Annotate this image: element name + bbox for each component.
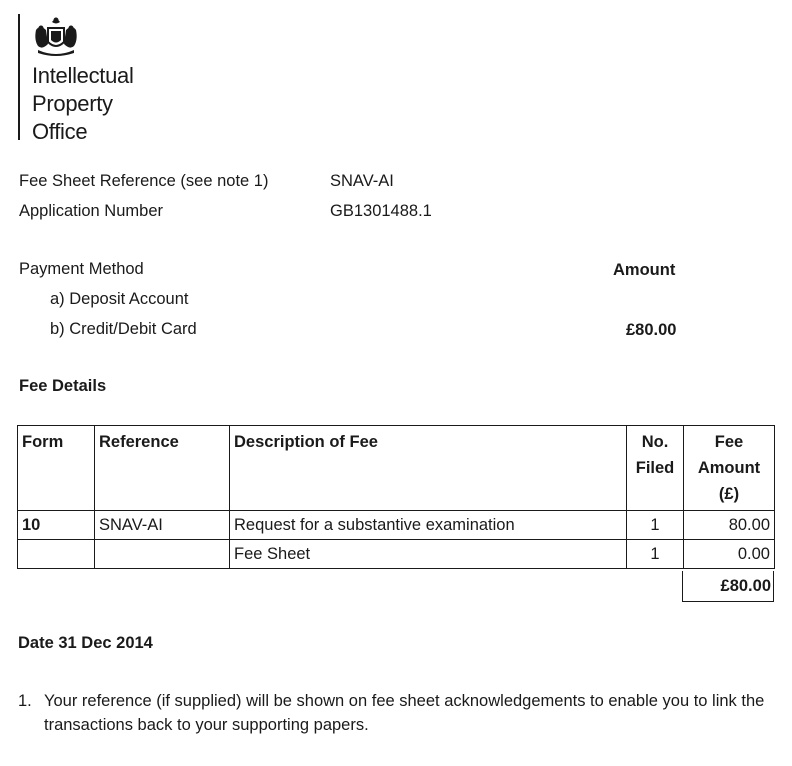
fee-sheet-reference-value: SNAV-AI (330, 172, 394, 190)
payment-method-label: Payment Method (19, 260, 144, 278)
row-1-form: 10 (18, 511, 95, 540)
org-name-line-3: Office (32, 119, 88, 144)
fee-total: £80.00 (682, 571, 774, 602)
header-no-filed-line-1: No. (641, 433, 669, 451)
fee-sheet-reference-label: Fee Sheet Reference (see note 1) (19, 172, 269, 190)
row-1-description: Request for a substantive examination (230, 511, 627, 540)
note-1 (18, 689, 778, 737)
card-amount: £80.00 (626, 321, 677, 339)
header-reference: Reference (95, 426, 230, 511)
fee-details-table (17, 425, 775, 569)
note-1-text: Your reference (if supplied) will be shown on fee sheet acknowledgements to enable you to link the transactions back to your supporting papers. (44, 692, 765, 734)
row-2-description: Fee Sheet (230, 540, 627, 569)
fee-details-title: Fee Details (19, 377, 107, 395)
header-form: Form (18, 426, 95, 511)
header-fee-amount-line-3: (£) (718, 485, 740, 503)
header-no-filed-line-2: Filed (635, 459, 675, 477)
row-2-no-filed: 1 (627, 540, 684, 569)
org-name (32, 62, 134, 146)
table-row (18, 540, 775, 569)
table-row (18, 511, 775, 540)
date-line: Date 31 Dec 2014 (18, 634, 153, 652)
table-header-row (18, 426, 775, 511)
royal-crest-icon (32, 16, 80, 56)
payment-option-deposit: a) Deposit Account (50, 290, 189, 308)
note-1-number: 1. (18, 692, 32, 710)
row-2-reference (95, 540, 230, 569)
application-number-value: GB1301488.1 (330, 202, 432, 220)
header-no-filed (627, 426, 684, 511)
payment-option-card: b) Credit/Debit Card (50, 320, 197, 338)
header-fee-amount (684, 426, 775, 511)
header-fee-amount-line-1: Fee (714, 433, 744, 451)
org-name-line-1: Intellectual (32, 63, 134, 88)
row-1-amount: 80.00 (684, 511, 775, 540)
amount-label: Amount (613, 261, 676, 279)
header-description: Description of Fee (230, 426, 627, 511)
application-number-label: Application Number (19, 202, 163, 220)
org-name-line-2: Property (32, 91, 113, 116)
ipo-logo (18, 14, 134, 144)
row-1-no-filed: 1 (627, 511, 684, 540)
row-1-reference: SNAV-AI (95, 511, 230, 540)
header-fee-amount-line-2: Amount (697, 459, 761, 477)
row-2-amount: 0.00 (684, 540, 775, 569)
row-2-form (18, 540, 95, 569)
